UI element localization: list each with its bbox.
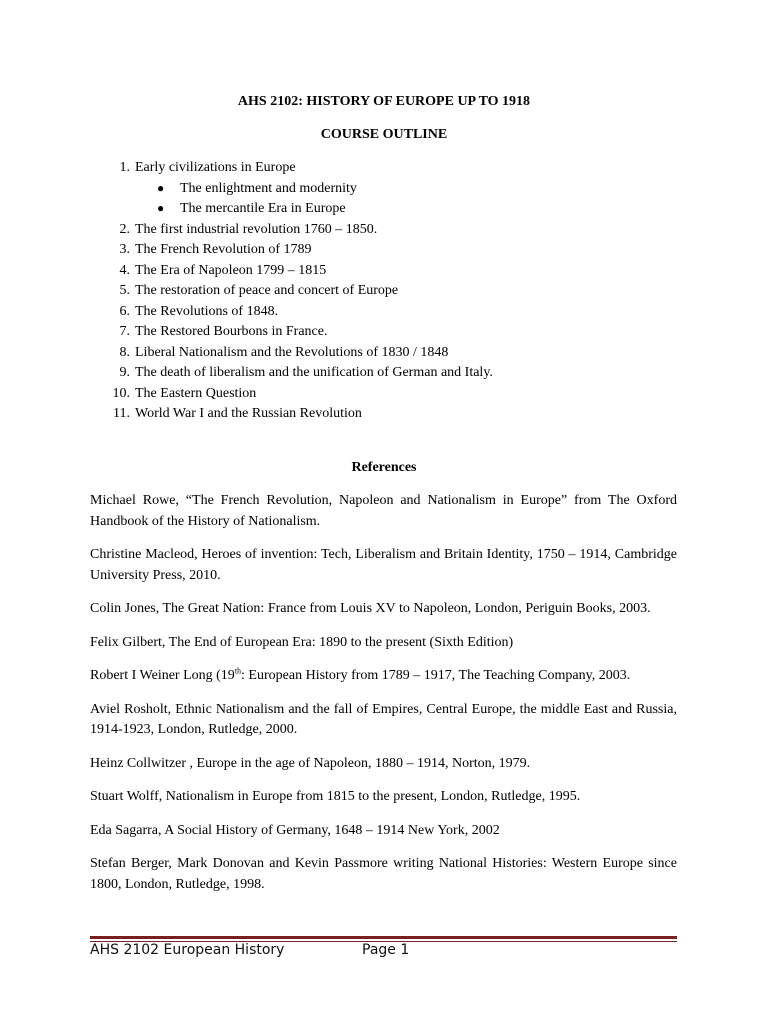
- outline-item-number: 9.: [119, 365, 130, 380]
- reference-entry: Stefan Berger, Mark Donovan and Kevin Passmore writing National Histories: Western Europe since 1800, London, Rutledge, 1998.: [90, 856, 677, 892]
- outline-item-text: The Revolutions of 1848.: [135, 303, 279, 319]
- reference-superscript: th: [234, 666, 242, 676]
- outline-item-number: 4.: [119, 262, 130, 278]
- outline-item-number: 10.: [112, 385, 130, 401]
- outline-item-number: 11.: [113, 406, 130, 421]
- outline-item-number: 8.: [119, 344, 130, 360]
- outline-item-text: Liberal Nationalism and the Revolutions of 1830 / 1848: [135, 344, 449, 360]
- reference-entry: [90, 666, 677, 687]
- reference-text: : European History from 1789 – 1917, The Teaching Company, 2003.: [241, 668, 631, 683]
- footer-rule-thick: [90, 936, 677, 939]
- bullet-icon: ●: [157, 201, 165, 215]
- outline-item-text: Early civilizations in Europe: [135, 160, 296, 175]
- outline-item-number: 1.: [119, 160, 130, 175]
- reference-entry: Felix Gilbert, The End of European Era: 1890 to the present (Sixth Edition): [90, 634, 514, 650]
- outline-item-text: The first industrial revolution 1760 – 1850.: [135, 221, 378, 237]
- references-heading: References: [351, 460, 417, 475]
- outline-subitem-text: The enlightment and modernity: [180, 180, 357, 196]
- references-list: [90, 491, 677, 908]
- bullet-icon: ●: [157, 180, 165, 195]
- outline-item-text: The French Revolution of 1789: [135, 242, 312, 257]
- reference-entry: Christine Macleod, Heroes of invention: Tech, Liberalism and Britain Identity, 1750 – 1914, Cambridge University Press, 2010.: [90, 547, 677, 583]
- outline-item-text: The Eastern Question: [135, 385, 257, 401]
- reference-entry: Heinz Collwitzer , Europe in the age of Napoleon, 1880 – 1914, Norton, 1979.: [90, 755, 531, 771]
- outline-item-text: World War I and the Russian Revolution: [135, 406, 362, 421]
- reference-entry: Eda Sagarra, A Social History of Germany, 1648 – 1914 New York, 2002: [90, 822, 500, 838]
- footer-course-label: AHS 2102 European History: [90, 942, 285, 958]
- reference-entry: Stuart Wolff, Nationalism in Europe from 1815 to the present, London, Rutledge, 1995.: [90, 789, 581, 804]
- outline-item-text: The death of liberalism and the unification of German and Italy.: [135, 365, 493, 380]
- outline-item-text: The restoration of peace and concert of Europe: [135, 283, 399, 298]
- reference-text: Robert I Weiner Long (19: [90, 668, 235, 683]
- document-title: AHS 2102: HISTORY OF EUROPE UP TO 1918: [237, 94, 531, 109]
- outline-item-number: 3.: [119, 242, 130, 257]
- reference-entry: Colin Jones, The Great Nation: France from Louis XV to Napoleon, London, Periguin Books, 2003.: [90, 601, 651, 616]
- outline-item-number: 2.: [119, 221, 130, 237]
- outline-item-number: 7.: [119, 324, 130, 339]
- outline-item-number: 6.: [119, 303, 130, 319]
- footer-page-number: Page 1: [362, 942, 410, 958]
- outline-item-text: The Era of Napoleon 1799 – 1815: [135, 262, 327, 278]
- outline-item-number: 5.: [119, 283, 130, 298]
- reference-entry: Aviel Rosholt, Ethnic Nationalism and the fall of Empires, Central Europe, the middle East and Russia, 1914-1923, London, Rutledge, 2000.: [90, 701, 677, 737]
- outline-subitem-text: The mercantile Era in Europe: [180, 201, 346, 216]
- reference-entry: Michael Rowe, “The French Revolution, Napoleon and Nationalism in Europe” from The Oxford Handbook of the History of Nationalism.: [90, 493, 677, 529]
- outline-heading: COURSE OUTLINE: [320, 127, 448, 142]
- outline-item-text: The Restored Bourbons in France.: [135, 324, 328, 339]
